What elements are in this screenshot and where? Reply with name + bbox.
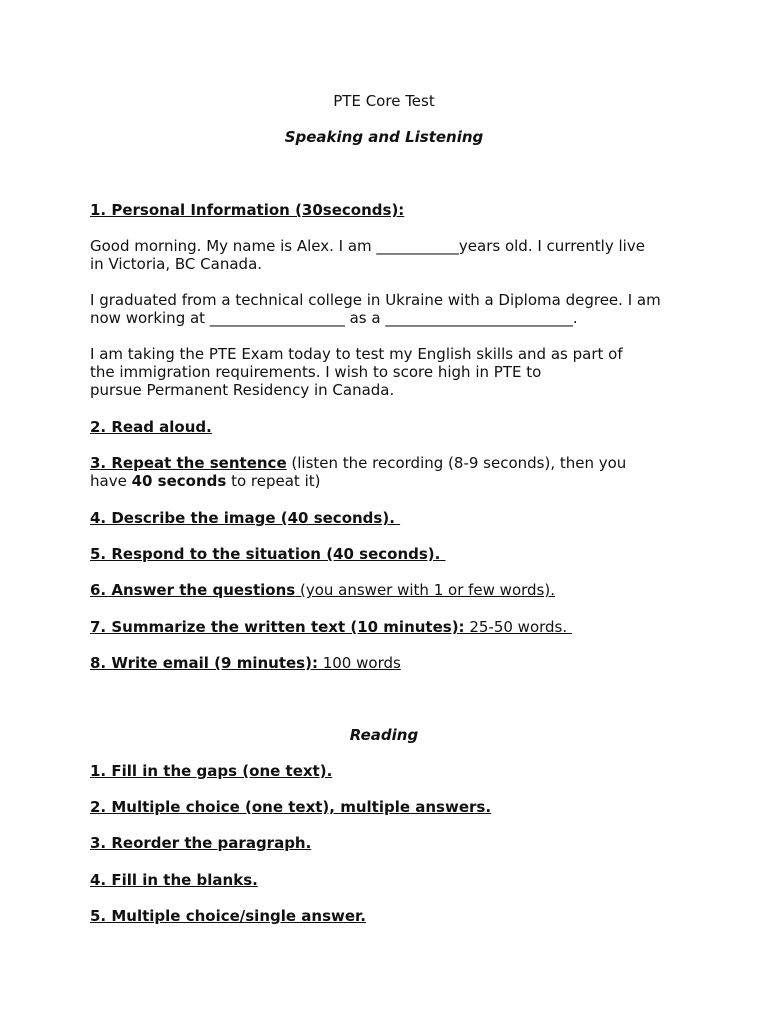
emphasis-40-seconds: 40 seconds bbox=[131, 472, 227, 490]
reading-item: 3. Reorder the paragraph. bbox=[90, 834, 312, 852]
text-fragment: have bbox=[90, 472, 132, 490]
paragraph-line: pursue Permanent Residency in Canada. bbox=[90, 381, 395, 399]
item-repeat-sentence-line2 bbox=[90, 472, 320, 490]
section-title-reading: Reading bbox=[349, 726, 419, 744]
item-summarize-text bbox=[90, 618, 572, 636]
document-title: PTE Core Test bbox=[333, 92, 435, 110]
item-summarize-text-detail: 25-50 words. bbox=[464, 618, 572, 636]
reading-item: 2. Multiple choice (one text), multiple answers. bbox=[90, 798, 492, 816]
item-answer-questions bbox=[90, 581, 555, 599]
section-title-speaking-listening: Speaking and Listening bbox=[284, 128, 484, 146]
item-write-email-heading: 8. Write email (9 minutes): bbox=[90, 654, 318, 672]
item-summarize-text-heading: 7. Summarize the written text (10 minutes): bbox=[90, 618, 465, 636]
item-repeat-sentence bbox=[90, 454, 626, 472]
paragraph-line: in Victoria, BC Canada. bbox=[90, 255, 263, 273]
item-personal-information-heading: 1. Personal Information (30seconds): bbox=[90, 201, 405, 219]
item-write-email-detail: 100 words bbox=[317, 654, 401, 672]
item-answer-questions-heading: 6. Answer the questions bbox=[90, 581, 296, 599]
paragraph-line: the immigration requirements. I wish to score high in PTE to bbox=[90, 363, 542, 381]
item-repeat-sentence-text: (listen the recording (8-9 seconds), then you bbox=[286, 454, 627, 472]
reading-item: 4. Fill in the blanks. bbox=[90, 871, 258, 889]
paragraph-line: Good morning. My name is Alex. I am ___________years old. I currently live bbox=[90, 237, 645, 255]
reading-item: 1. Fill in the gaps (one text). bbox=[90, 762, 333, 780]
item-describe-image: 4. Describe the image (40 seconds). bbox=[90, 509, 401, 527]
item-answer-questions-text: (you answer with 1 or few words). bbox=[295, 581, 555, 599]
item-read-aloud: 2. Read aloud. bbox=[90, 418, 212, 436]
item-respond-situation: 5. Respond to the situation (40 seconds). bbox=[90, 545, 446, 563]
paragraph-line: now working at __________________ as a _________________________. bbox=[90, 309, 578, 327]
item-write-email bbox=[90, 654, 401, 672]
text-fragment: to repeat it) bbox=[226, 472, 321, 490]
reading-item: 5. Multiple choice/single answer. bbox=[90, 907, 366, 925]
paragraph-line: I am taking the PTE Exam today to test my English skills and as part of bbox=[90, 345, 623, 363]
paragraph-line: I graduated from a technical college in Ukraine with a Diploma degree. I am bbox=[90, 291, 661, 309]
item-repeat-sentence-heading: 3. Repeat the sentence bbox=[90, 454, 287, 472]
